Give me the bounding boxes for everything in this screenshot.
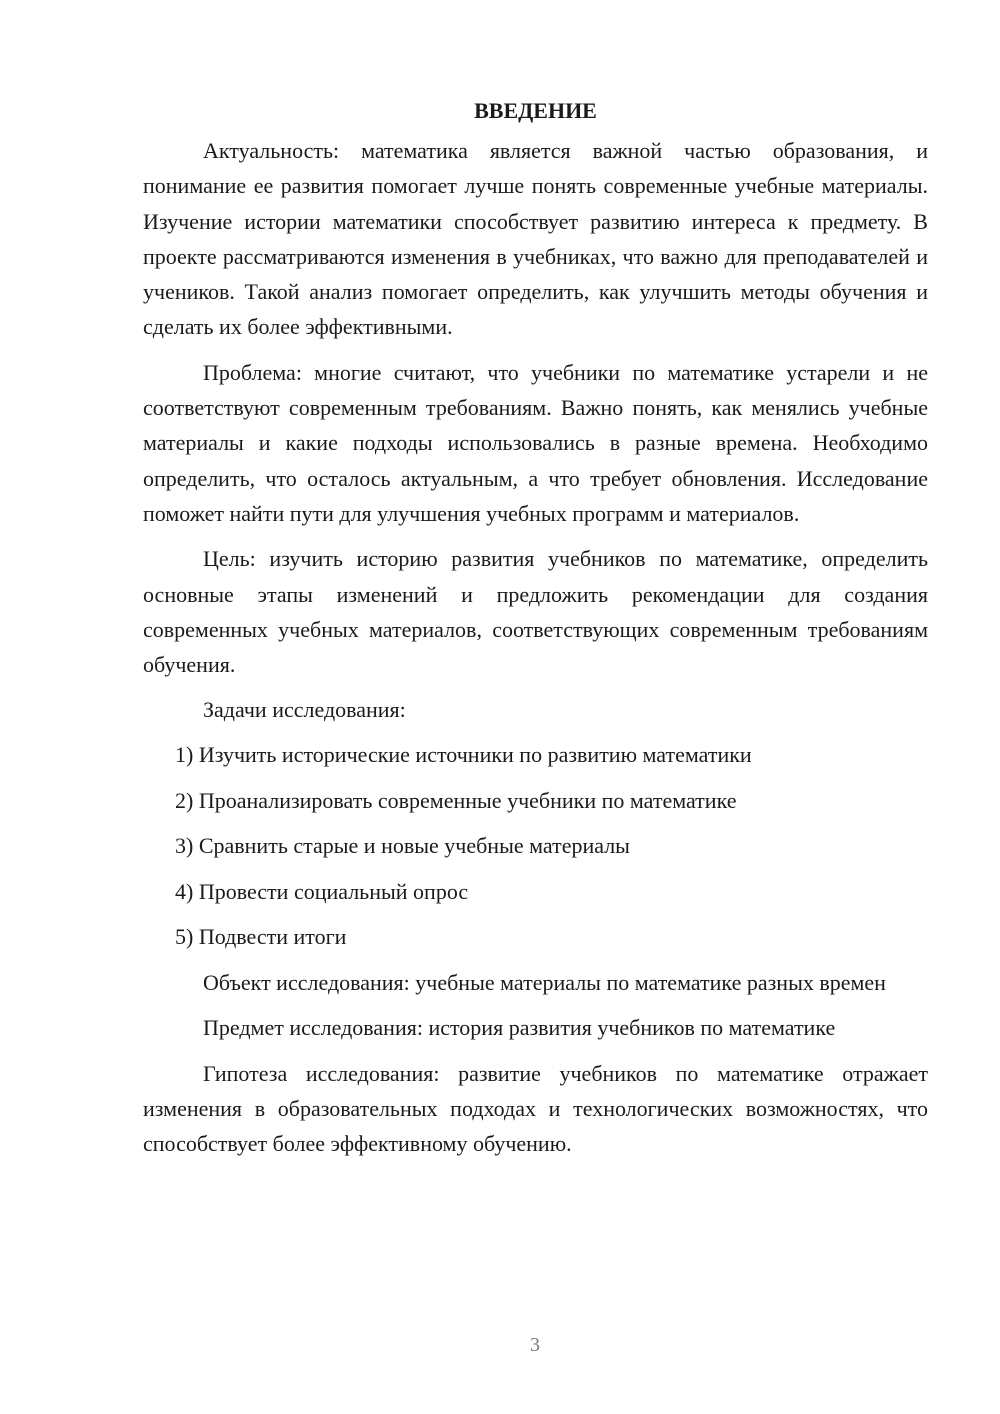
- relevance-paragraph: Актуальность: математика является важной частью образования, и понимание ее развития помогает лучше понять современные учебные материалы. Изучение истории математики способствует развитию интереса к предмету. В проекте рассматриваются изменения в учебниках, что важно для преподавателей и учеников. Такой анализ помогает определить, как улучшить методы обучения и сделать их более эффективными.: [143, 138, 928, 340]
- task-item: 1) Изучить исторические источники по развитию математики: [175, 742, 752, 768]
- goal-paragraph: Цель: изучить историю развития учебников по математике, определить основные этапы изменений и предложить рекомендации для создания современных учебных материалов, соответствующих современным требованиям обучения.: [143, 546, 928, 678]
- task-item: 3) Сравнить старые и новые учебные материалы: [175, 833, 630, 859]
- tasks-heading: Задачи исследования:: [203, 697, 406, 723]
- section-title: ВВЕДЕНИЕ: [474, 98, 597, 123]
- problem-paragraph: Проблема: многие считают, что учебники по математике устарели и не соответствуют современным требованиям. Важно понять, как менялись учебные материалы и какие подходы использовались в разные времена. Необходимо определить, что осталось актуальным, а что требует обновления. Исследование поможет найти пути для улучшения учебных программ и материалов.: [143, 359, 928, 526]
- document-page: [143, 95, 928, 1171]
- tasks-list: [143, 737, 928, 954]
- task-item: 4) Провести социальный опрос: [175, 878, 469, 904]
- task-item: 2) Проанализировать современные учебники по математике: [175, 787, 737, 813]
- page-number: 3: [530, 1334, 540, 1356]
- subject-paragraph: Предмет исследования: история развития учебников по математике: [203, 1015, 836, 1041]
- hypothesis-paragraph: Гипотеза исследования: развитие учебников по математике отражает изменения в образовательных подходах и технологических возможностях, что способствует более эффективному обучению.: [143, 1060, 928, 1157]
- task-item: 5) Подвести итоги: [175, 924, 347, 950]
- object-paragraph: Объект исследования: учебные материалы по математике разных времен: [203, 969, 886, 995]
